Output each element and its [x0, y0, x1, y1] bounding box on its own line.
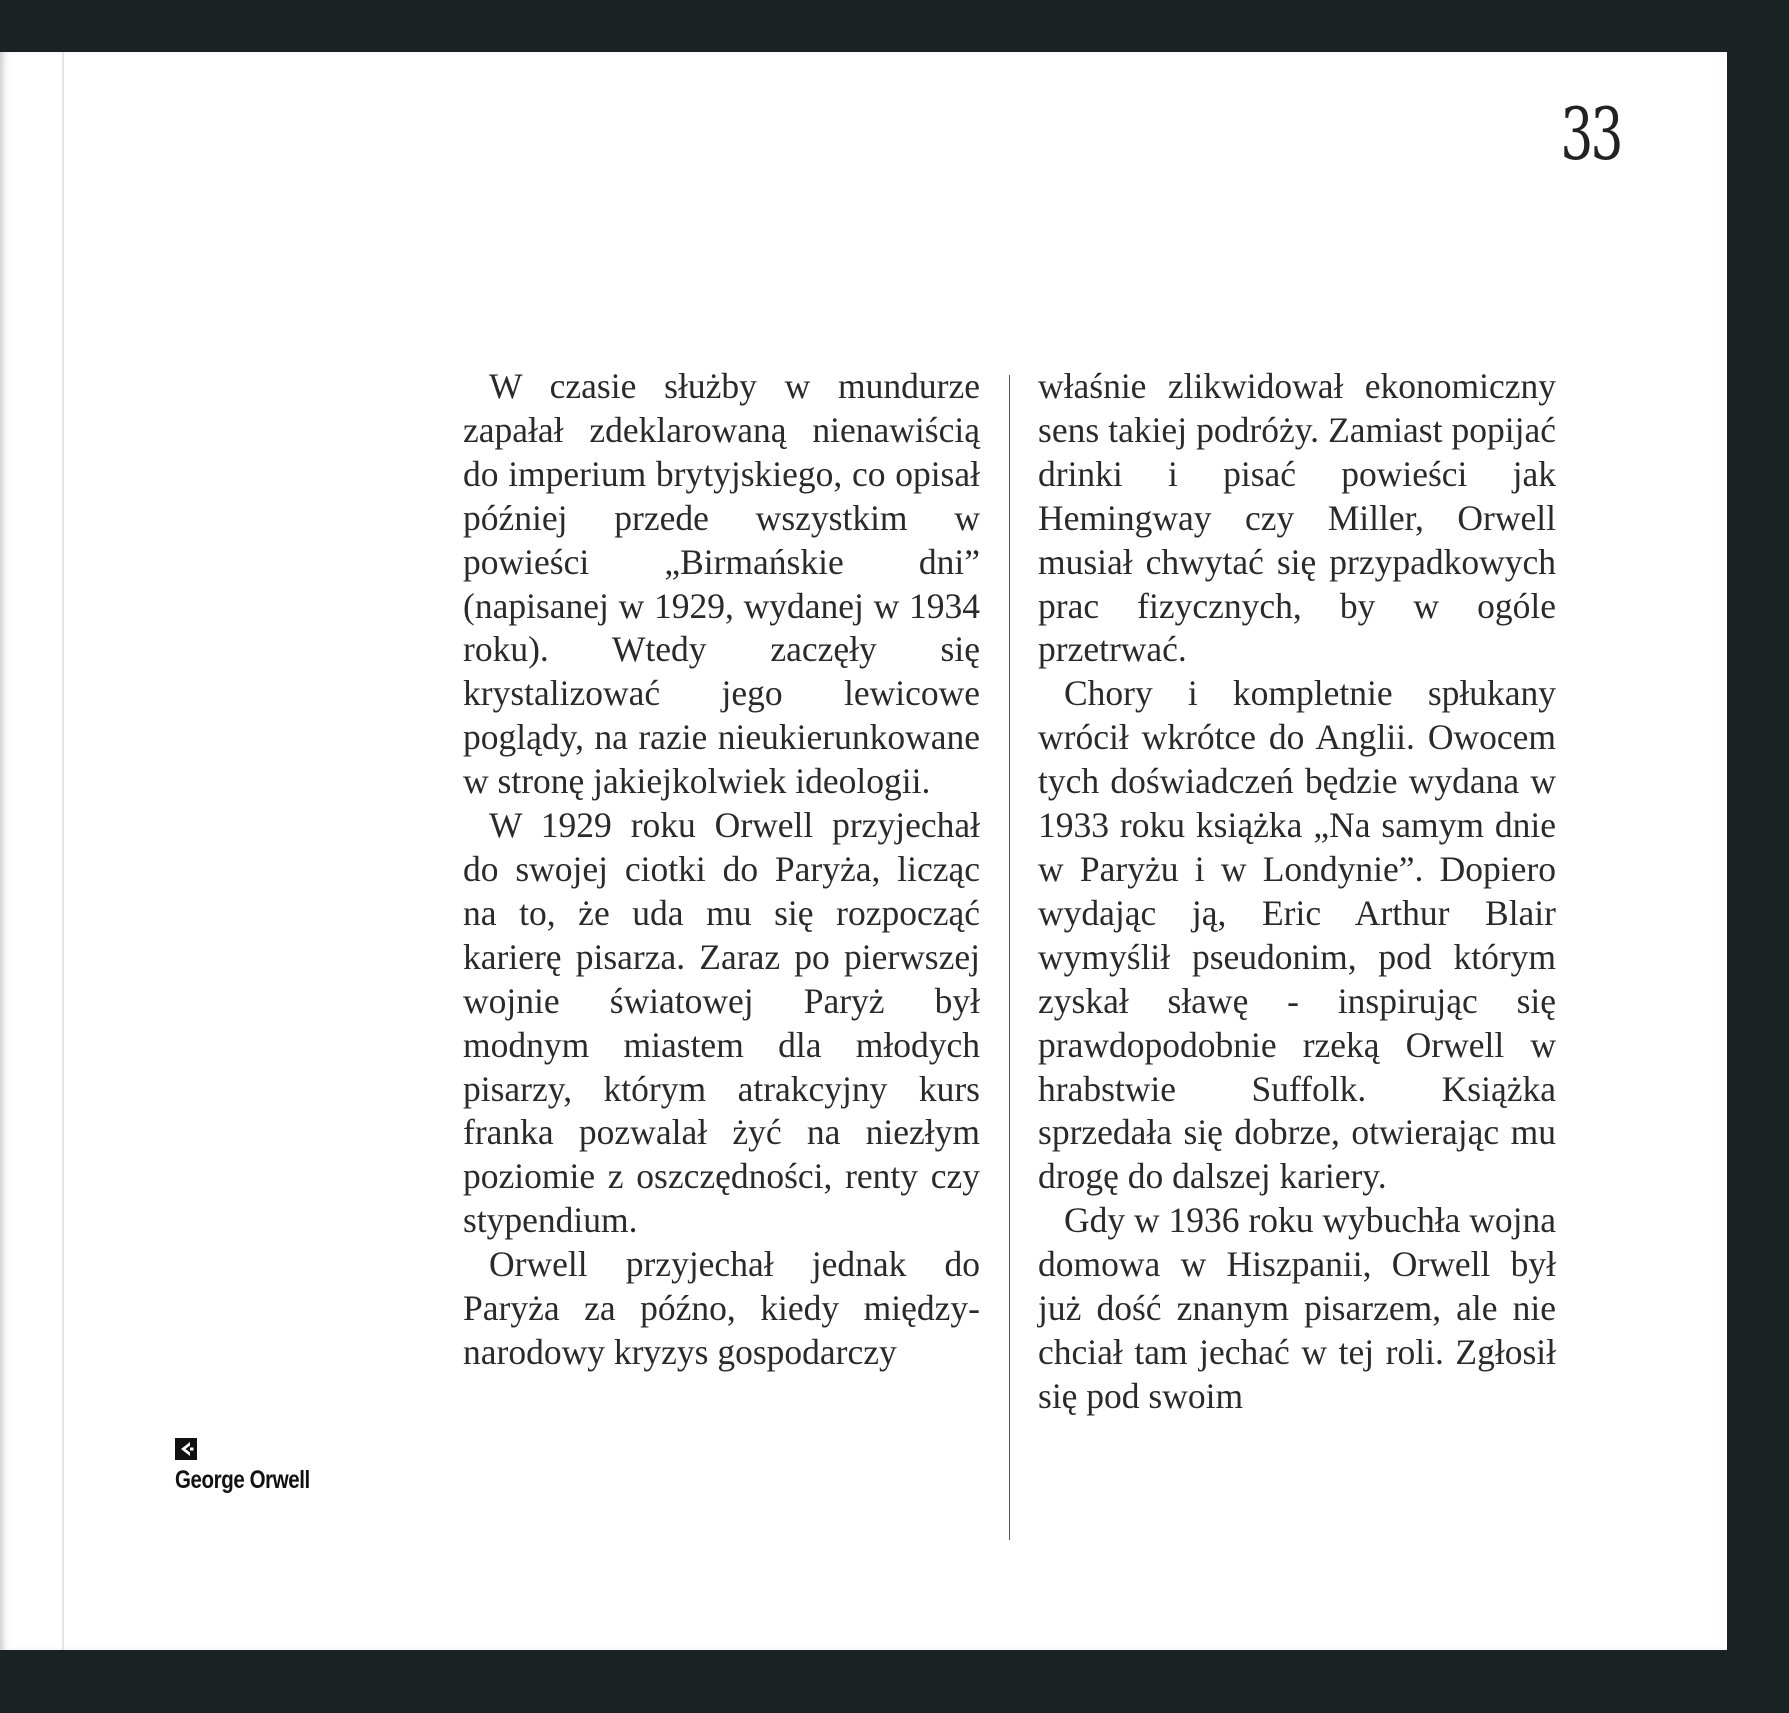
right-text-column — [1038, 365, 1556, 1419]
series-footer — [175, 1438, 339, 1495]
page-number: 33 — [1560, 92, 1621, 176]
paragraph: Gdy w 1936 roku wybuchła wojna domowa w Hiszpanii, Orwell był już dość znanym pisarzem, ale nie chciał tam jechać w tej roli. Zgłosił się pod swoim — [1038, 1200, 1556, 1416]
paragraph: W czasie służby w mundurze zapałał zdeklarowaną nienawiścią do imperium brytyjskiego, co opisał później przede wszystkim w powieści „Birmańskie dni” (napisanej w 1929, wydanej w 1934 roku). Wtedy zaczęły się krystalizować jego lewicowe poglądy, na razie nieukierunkowane w stronę jakiejkolwiek ideologii. — [463, 366, 980, 802]
back-arrow-icon — [175, 1438, 197, 1460]
left-text-column — [463, 365, 980, 1375]
paragraph: W 1929 roku Orwell przyjechał do swojej ciotki do Paryża, licząc na to, że uda mu się rozpocząć karierę pisarza. Zaraz po pierwszej wojnie światowej Paryż był modnym miastem dla młodych pisarzy, którym atrakcyjny kurs franka pozwalał żyć na niezłym poziomie z oszczędności, renty czy stypendium. — [463, 805, 980, 1241]
page-gutter-line — [62, 52, 64, 1650]
series-title: George Orwell — [175, 1466, 310, 1494]
paragraph: Orwell przyjechał jednak do Paryża za późno, kiedy międzynarodowy kryzys gospodarczy — [463, 1244, 980, 1372]
column-divider — [1009, 375, 1010, 1540]
paragraph-continuation: właśnie zlikwidował ekonomiczny sens takiej podróży. Zamiast popijać drinki i pisać powieści jak Hemingway czy Miller, Orwell musiał chwytać się przypadkowych prac fizycznych, by w ogóle przetrwać. — [1038, 366, 1556, 670]
paragraph: Chory i kompletnie spłukany wrócił wkrótce do Anglii. Owocem tych doświadczeń będzie wydana w 1933 roku książka „Na samym dnie w Paryżu i w Londynie”. Dopiero wydając ją, Eric Arthur Blair wymyślił pseudonim, pod którym zyskał sławę - inspirując się prawdopodobnie rzeką Orwell w hrabstwie Suffolk. Książka sprzedała się dobrze, otwierając mu drogę do dalszej kariery. — [1038, 673, 1556, 1197]
